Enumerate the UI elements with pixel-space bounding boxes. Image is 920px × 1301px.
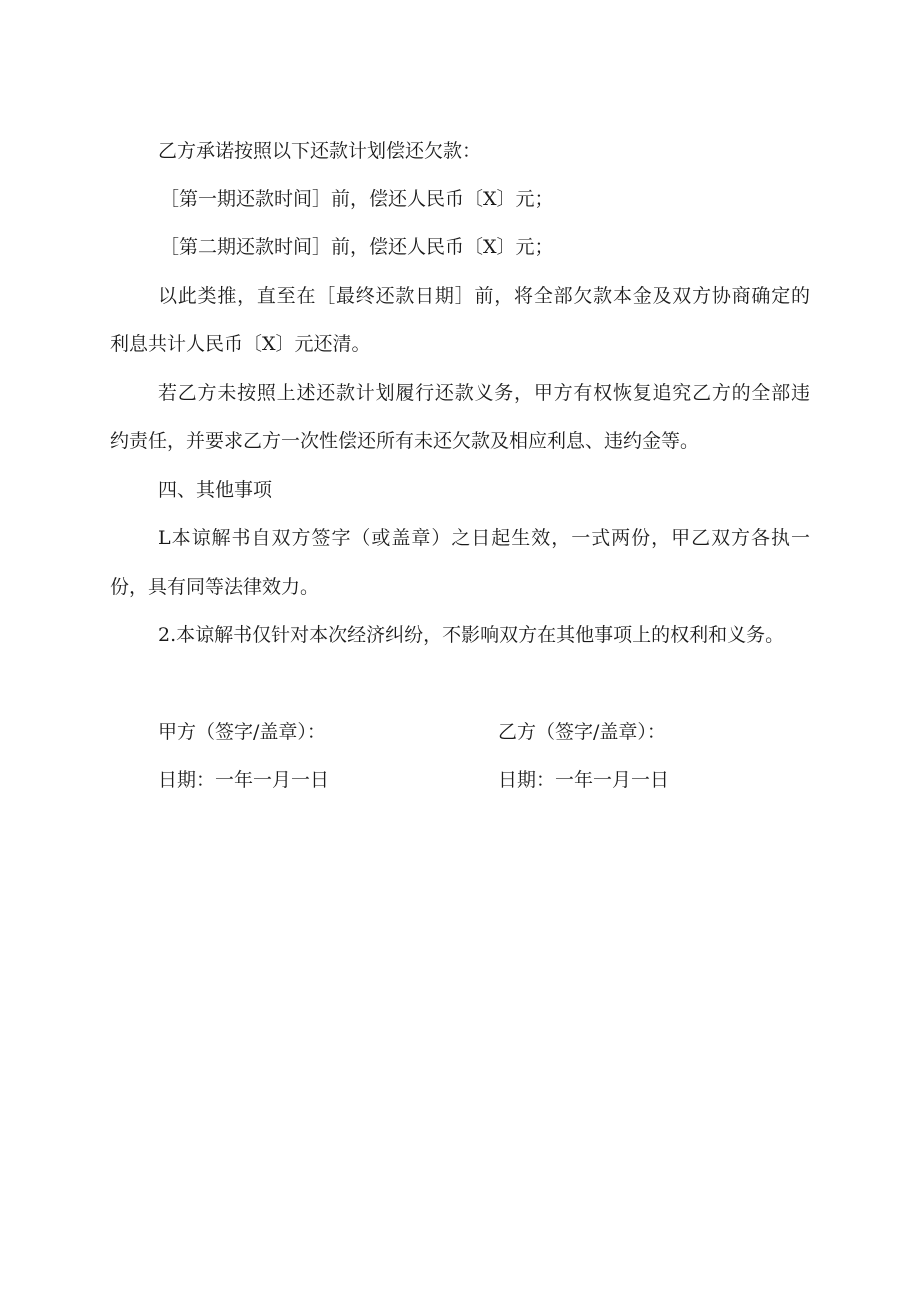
party-a-signature-label: 甲方（签字/盖章）： <box>158 721 326 743</box>
other-item-2: 2.本谅解书仅针对本次经济纠纷，不影响双方在其他事项上的权利和义务。 <box>158 624 785 646</box>
installment-1: ［第一期还款时间］前，偿还人民币〔X〕元； <box>160 188 554 210</box>
section-4-heading: 四、其他事项 <box>158 479 273 501</box>
installment-2: ［第二期还款时间］前，偿还人民币〔X〕元； <box>160 236 554 258</box>
party-b-signature-label: 乙方（签字/盖章）： <box>498 721 666 743</box>
final-payment-line-1: 以此类推，直至在［最终还款日期］前，将全部欠款本金及双方协商确定的 <box>158 285 810 307</box>
default-clause-line-2: 约责任，并要求乙方一次性偿还所有未还欠款及相应利息、违约金等。 <box>110 430 700 452</box>
other-item-1-line-1: L本谅解书自双方签字（或盖章）之日起生效，一式两份，甲乙双方各执一 <box>158 527 810 549</box>
final-payment-line-2: 利息共计人民币〔X〕元还清。 <box>110 333 371 355</box>
default-clause-line-1: 若乙方未按照上述还款计划履行还款义务，甲方有权恢复追究乙方的全部违 <box>158 382 810 404</box>
party-a-date: 日期：一年一月一日 <box>158 769 330 791</box>
repayment-plan-intro: 乙方承诺按照以下还款计划偿还欠款： <box>158 140 482 162</box>
other-item-1-line-2: 份，具有同等法律效力。 <box>110 576 320 598</box>
party-b-date: 日期：一年一月一日 <box>498 769 670 791</box>
